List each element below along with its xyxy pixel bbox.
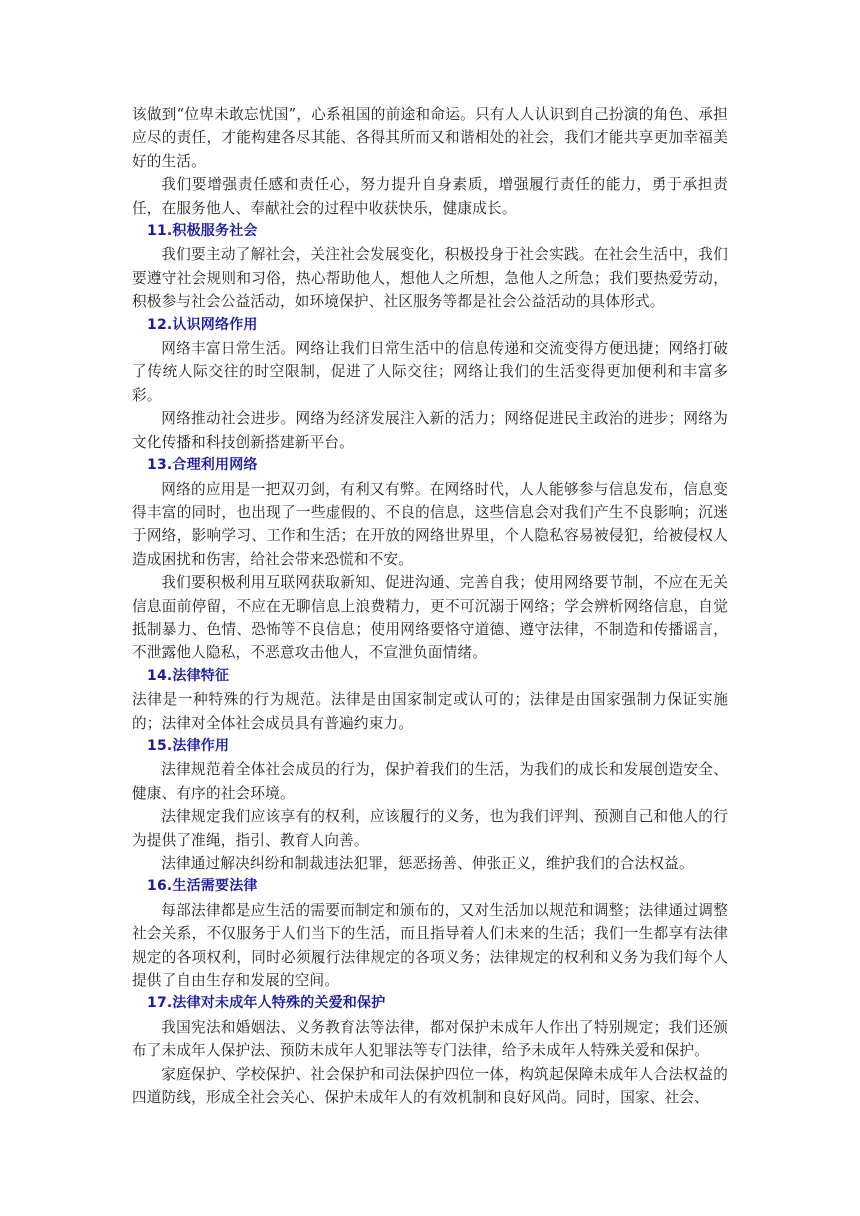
- paragraph: 法律规定我们应该享有的权利，应该履行的义务，也为我们评判、预测自己和他人的行为提供了准绳，指引、教育人向善。: [132, 808, 728, 849]
- paragraph: 我们要积极利用互联网获取新知、促进沟通、完善自我；使用网络要节制，不应在无关信息面前停留，不应在无聊信息上浪费精力，更不可沉溺于网络；学会辨析网络信息，自觉抵制暴力、色情、恐怖等不良信息；使用网络要恪守道德、遵守法律，不制造和传播谣言，不泄露他人隐私，不恶意攻击他人，不宣泄负面情绪。: [132, 574, 728, 662]
- section-heading-13: 13.合理利用网络: [147, 457, 258, 474]
- section-heading-12: 12.认识网络作用: [147, 316, 258, 333]
- paragraph: 我国宪法和婚姻法、义务教育法等法律，都对保护未成年人作出了特别规定；我们还颁布了未成年人保护法、预防未成年人犯罪法等专门法律，给予未成年人特殊关爱和保护。: [132, 1018, 728, 1060]
- document-page: [132, 103, 728, 1109]
- paragraph: 法律规范着全体社会成员的行为，保护着我们的生活，为我们的成长和发展创造安全、健康、有序的社会环境。: [132, 761, 728, 802]
- paragraph: 每部法律都是应生活的需要而制定和颁布的，又对生活加以规范和调整；法律通过调整社会关系，不仅服务于人们当下的生活，而且指导着人们未来的生活；我们一生都享有法律规定的各项权利，同时必须履行法律规定的各项义务；法律规定的权利和义务为我们每个人提供了自由生存和发展的空间。: [132, 901, 728, 990]
- section-heading-14: 14.法律特征: [147, 667, 230, 684]
- section-heading-15: 15.法律作用: [147, 737, 230, 754]
- paragraph: 网络推动社会进步。网络为经济发展注入新的活力；网络促进民主政治的进步；网络为文化传播和科技创新搭建新平台。: [132, 410, 728, 451]
- paragraph: 法律通过解决纠纷和制裁违法犯罪，惩恶扬善、伸张正义，维护我们的合法权益。: [161, 855, 694, 872]
- paragraph: 我们要增强责任感和责任心，努力提升自身素质，增强履行责任的能力，勇于承担责任，在服务他人、奉献社会的过程中收获快乐，健康成长。: [132, 176, 728, 217]
- section-heading-16: 16.生活需要法律: [147, 878, 258, 895]
- paragraph: 法律是一种特殊的行为规范。法律是由国家制定或认可的；法律是由国家强制力保证实施的；法律对全体社会成员具有普遍约束力。: [132, 691, 728, 732]
- paragraph: 我们要主动了解社会，关注社会发展变化，积极投身于社会实践。在社会生活中，我们要遵守社会规则和习俗，热心帮助他人，想他人之所想，急他人之所急；我们要热爱劳动，积极参与社会公益活动，如环境保护、社区服务等都是社会公益活动的具体形式。: [132, 246, 728, 311]
- section-heading-11: 11.积极服务社会: [147, 223, 258, 240]
- paragraph: 网络丰富日常生活。网络让我们日常生活中的信息传递和交流变得方便迅捷；网络打破了传统人际交往的时空限制，促进了人际交往；网络让我们的生活变得更加便利和丰富多彩。: [132, 340, 728, 404]
- paragraph-continuation: 该做到“位卑未敢忘忧国”，心系祖国的前途和命运。只有人人认识到自己扮演的角色、承担应尽的责任，才能构建各尽其能、各得其所而又和谐相处的社会，我们才能共享更加幸福美好的生活。: [132, 106, 728, 170]
- paragraph: 家庭保护、学校保护、社会保护和司法保护四位一体，构筑起保障未成年人合法权益的四道防线，形成全社会关心、保护未成年人的有效机制和良好风尚。同时，国家、社会、: [132, 1065, 728, 1107]
- section-heading-17: 17.法律对未成年人特殊的关爱和保护: [147, 995, 386, 1012]
- paragraph: 网络的应用是一把双刃剑，有利又有弊。在网络时代，人人能够参与信息发布，信息变得丰富的同时，也出现了一些虚假的、不良的信息，这些信息会对我们产生不良影响；沉迷于网络，影响学习、工作和生活；在开放的网络世界里，个人隐私容易被侵犯，给被侵权人造成困扰和伤害，给社会带来恐慌和不安。: [132, 480, 728, 568]
